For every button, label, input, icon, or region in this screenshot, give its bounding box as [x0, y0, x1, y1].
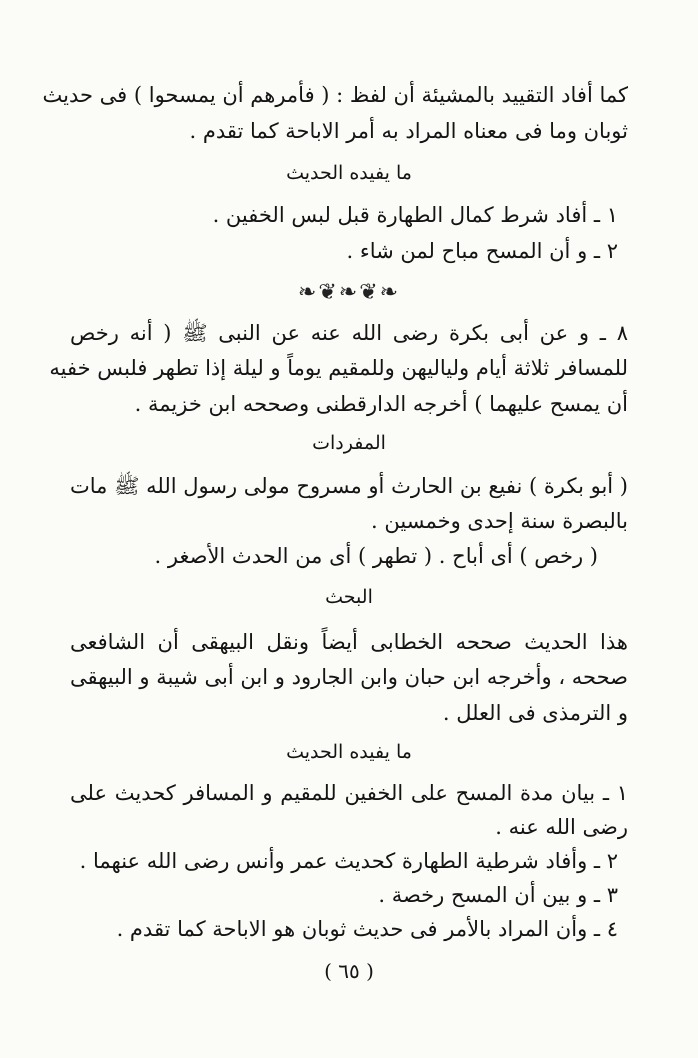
- page-number: ( ٦٥ ): [324, 959, 374, 983]
- research-line: و الترمذى فى العلل .: [442, 701, 628, 725]
- list-item: ١ ـ بيان مدة المسح على الخفين للمقيم و المسافر كحديث على: [70, 781, 628, 805]
- list-item: ٣ ـ و بين أن المسح رخصة .: [378, 883, 618, 907]
- hadith-line: للمسافر ثلاثة أيام ولياليهن وللمقيم يوماً و ليلة إذا تطهر فلبس خفيه: [49, 356, 628, 380]
- vocab-line: ( رخص ) أى أباح . ( تطهر ) أى من الحدث الأصغر .: [154, 544, 598, 568]
- vocab-line: بالبصرة سنة إحدى وخمسين .: [371, 509, 628, 533]
- list-item: ١ ـ أفاد شرط كمال الطهارة قبل لبس الخفين .: [212, 203, 618, 227]
- research-line: هذا الحديث صححه الخطابى أيضاً ونقل البيهقى أن الشافعى: [70, 630, 628, 654]
- list-item: ٢ ـ و أن المسح مباح لمن شاء .: [346, 239, 618, 263]
- section-heading: المفردات: [312, 432, 386, 454]
- list-item: ٤ ـ وأن المراد بالأمر فى حديث ثوبان هو الاباحة كما تقدم .: [116, 917, 618, 941]
- list-item-continuation: رضى الله عنه .: [495, 815, 628, 839]
- section-heading: ما يفيده الحديث: [286, 162, 412, 184]
- paragraph-line: ثوبان وما فى معناه المراد به أمر الاباحة كما تقدم .: [189, 119, 628, 143]
- paragraph-line: كما أفاد التقييد بالمشيئة أن لفظ : ( فأمرهم أن يمسحوا ) فى حديث: [42, 83, 628, 107]
- research-line: صححه ، وأخرجه ابن حبان وابن الجارود و ابن أبى شيبة و البيهقى: [70, 665, 628, 689]
- ornament-divider: ❧❦❧❦❧: [297, 280, 401, 305]
- section-heading: ما يفيده الحديث: [286, 741, 412, 763]
- vocab-line: ( أبو بكرة ) نفيع بن الحارث أو مسروح مولى رسول الله ﷺ مات: [70, 474, 628, 498]
- list-item: ٢ ـ وأفاد شرطية الطهارة كحديث عمر وأنس رضى الله عنهما .: [79, 849, 618, 873]
- section-heading: البحث: [325, 586, 373, 608]
- hadith-line: ٨ ـ و عن أبى بكرة رضى الله عنه عن النبى ﷺ ( أنه رخص: [70, 321, 628, 345]
- hadith-line: أن يمسح عليهما ) أخرجه الدارقطنى وصححه ابن خزيمة .: [134, 392, 628, 416]
